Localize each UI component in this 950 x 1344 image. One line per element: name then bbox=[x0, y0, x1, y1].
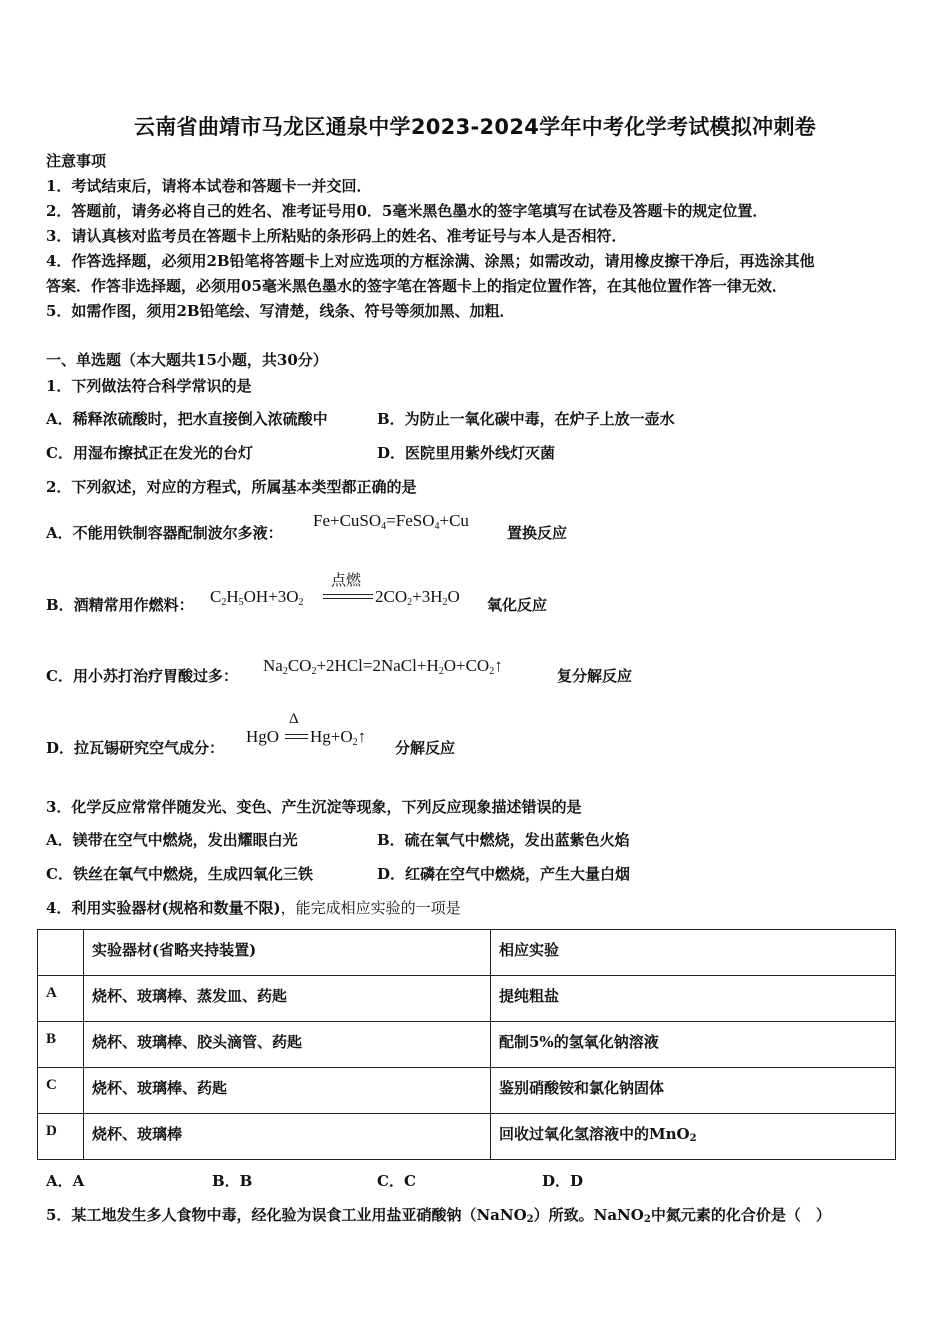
q2-option-a-label: A．不能用铁制容器配制波尔多液： bbox=[46, 524, 283, 542]
question-5-stem: 5．某工地发生多人食物中毒，经化验为误食工业用盐亚硝酸钠（NaNO2）所致。NaNO2中氮元素的化合价是（ ） bbox=[46, 1206, 831, 1225]
q2-option-a-equation: Fe+CuSO$_4$=FeSO$_4$+Cu bbox=[313, 511, 469, 532]
q3-option-d: D．红磷在空气中燃烧，产生大量白烟 bbox=[377, 865, 631, 883]
table-header-cell bbox=[38, 930, 84, 976]
q2-option-c-label: C．用小苏打治疗胃酸过多： bbox=[46, 667, 238, 685]
equals-bar bbox=[285, 738, 308, 739]
equals-bar bbox=[323, 598, 373, 599]
table-header-cell: 相应实验 bbox=[491, 930, 896, 976]
q2-option-d-type: 分解反应 bbox=[395, 739, 456, 757]
table-header-cell: 实验器材(省略夹持装置) bbox=[84, 930, 491, 976]
q2-option-d-equation-right: $Hg+O_2↑$ bbox=[310, 727, 367, 748]
equals-bar bbox=[285, 734, 308, 735]
table-cell: 鉴别硝酸铵和氯化钠固体 bbox=[491, 1068, 896, 1114]
q2-option-c-equation: $Na_2CO_2+2HCl=2NaCl+H_2O+CO_2↑$ bbox=[263, 656, 503, 677]
table-cell: 烧杯、玻璃棒 bbox=[84, 1114, 491, 1160]
notice-heading: 注意事项 bbox=[46, 152, 107, 170]
q1-option-d: D．医院里用紫外线灯灭菌 bbox=[377, 444, 556, 462]
table-row bbox=[38, 1022, 896, 1068]
table-cell: D bbox=[38, 1114, 84, 1160]
q3-option-a: A．镁带在空气中燃烧，发出耀眼白光 bbox=[46, 831, 298, 849]
notice-item: 5．如需作图，须用2B铅笔绘、写清楚，线条、符号等须加黑、加粗． bbox=[46, 302, 515, 320]
q2-option-a-type: 置换反应 bbox=[507, 524, 568, 542]
question-4-stem: 4．利用实验器材(规格和数量不限)，能完成相应实验的一项是 bbox=[46, 899, 461, 917]
question-3-stem: 3．化学反应常常伴随发光、变色、产生沉淀等现象，下列反应现象描述错误的是 bbox=[46, 798, 582, 816]
table-row bbox=[38, 1068, 896, 1114]
q2-option-b-type: 氧化反应 bbox=[487, 596, 548, 614]
q2-option-b-label: B．酒精常用作燃料： bbox=[46, 596, 194, 614]
notice-item: 答案．作答非选择题，必须用05毫米黑色墨水的签字笔在答题卡上的指定位置作答，在其他位置作答一律无效． bbox=[46, 277, 787, 295]
q2-option-b-equation-right: $2CO_2+3H_2O$ bbox=[375, 587, 460, 608]
q1-option-a: A．稀释浓硫酸时，把水直接倒入浓硫酸中 bbox=[46, 410, 328, 428]
q4-option-d: D．D bbox=[542, 1172, 584, 1190]
experiment-table bbox=[37, 929, 896, 1160]
q3-option-b: B．硫在氧气中燃烧，发出蓝紫色火焰 bbox=[377, 831, 630, 849]
table-row bbox=[38, 1114, 896, 1160]
notice-item: 3．请认真核对监考员在答题卡上所粘贴的条形码上的姓名、准考证号与本人是否相符． bbox=[46, 227, 627, 245]
q2-option-c-type: 复分解反应 bbox=[557, 667, 633, 685]
section-heading: 一、单选题（本大题共15小题，共30分） bbox=[46, 351, 328, 369]
q2-option-d-condition: Δ bbox=[289, 711, 299, 727]
question-1-stem: 1．下列做法符合科学常识的是 bbox=[46, 377, 252, 395]
notice-item: 1．考试结束后，请将本试卷和答题卡一并交回． bbox=[46, 177, 372, 195]
q2-option-d-equation-left: HgO bbox=[246, 727, 280, 746]
table-header-row bbox=[38, 930, 896, 976]
equals-bar bbox=[323, 594, 373, 595]
q1-option-b: B．为防止一氧化碳中毒，在炉子上放一壶水 bbox=[377, 410, 675, 428]
q2-option-b-equation-left: $C_2H_5OH+3O_2$ bbox=[210, 587, 304, 608]
notice-item: 4．作答选择题，必须用2B铅笔将答题卡上对应选项的方框涂满、涂黑；如需改动，请用橡皮擦干净后，再选涂其他 bbox=[46, 252, 815, 270]
question-2-stem: 2．下列叙述，对应的方程式，所属基本类型都正确的是 bbox=[46, 478, 417, 496]
table-cell: 回收过氧化氢溶液中的MnO2 bbox=[491, 1114, 896, 1160]
q4-option-c: C．C bbox=[377, 1172, 416, 1190]
table-row bbox=[38, 976, 896, 1022]
q4-option-a: A．A bbox=[46, 1172, 85, 1190]
q1-option-c: C．用湿布擦拭正在发光的台灯 bbox=[46, 444, 253, 462]
notice-item: 2．答题前，请务必将自己的姓名、准考证号用0．5毫米黑色墨水的签字笔填写在试卷及答题卡的规定位置． bbox=[46, 202, 768, 220]
table-cell: B bbox=[38, 1022, 84, 1068]
q3-option-c: C．铁丝在氧气中燃烧，生成四氧化三铁 bbox=[46, 865, 313, 883]
table-cell: 烧杯、玻璃棒、药匙 bbox=[84, 1068, 491, 1114]
table-cell: 烧杯、玻璃棒、蒸发皿、药匙 bbox=[84, 976, 491, 1022]
q4-option-b: B．B bbox=[212, 1172, 253, 1190]
table-cell: 烧杯、玻璃棒、胶头滴管、药匙 bbox=[84, 1022, 491, 1068]
q2-option-d-label: D．拉瓦锡研究空气成分： bbox=[46, 739, 225, 757]
table-cell: 提纯粗盐 bbox=[491, 976, 896, 1022]
page-title: 云南省曲靖市马龙区通泉中学2023-2024学年中考化学考试模拟冲刺卷 bbox=[133, 115, 817, 139]
q2-option-b-condition: 点燃 bbox=[331, 573, 362, 589]
table-cell: A bbox=[38, 976, 84, 1022]
table-cell: 配制5%的氢氧化钠溶液 bbox=[491, 1022, 896, 1068]
table-cell: C bbox=[38, 1068, 84, 1114]
